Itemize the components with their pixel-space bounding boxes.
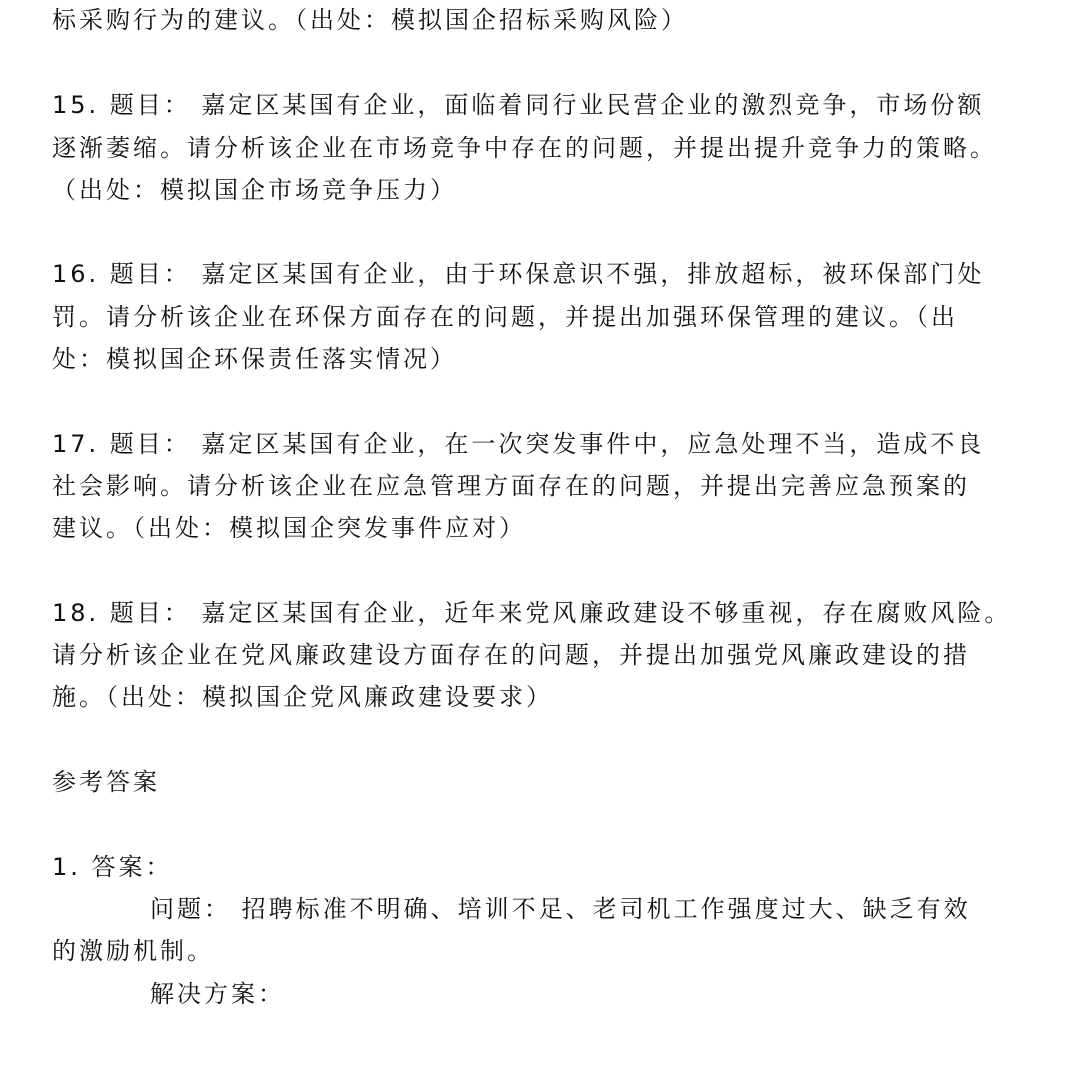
answer-1-heading: 1. 答案： [52, 853, 173, 881]
text-line-q15-2: 逐渐萎缩。请分析该企业在市场竞争中存在的问题，并提出提升竞争力的策略。 [52, 134, 997, 162]
text-line-q16-2: 罚。请分析该企业在环保方面存在的问题，并提出加强环保管理的建议。（出 [52, 303, 958, 331]
text-line-q16-3: 处：模拟国企环保责任落实情况） [52, 345, 457, 373]
answer-1-problem: 问题： 招聘标准不明确、培训不足、老司机工作强度过大、缺乏有效 [150, 895, 971, 923]
text-line-q18-3: 施。（出处：模拟国企党风廉政建设要求） [52, 683, 553, 711]
text-line-q17-1: 17. 题目： 嘉定区某国有企业，在一次突发事件中，应急处理不当，造成不良 [52, 430, 985, 458]
answer-1-solution-label: 解决方案： [150, 980, 285, 1008]
text-line-q18-1: 18. 题目： 嘉定区某国有企业，近年来党风廉政建设不够重视，存在腐败风险。 [52, 599, 1012, 627]
text-line-q16-1: 16. 题目： 嘉定区某国有企业，由于环保意识不强，排放超标，被环保部门处 [52, 260, 985, 288]
answer-1-problem-cont: 的激励机制。 [52, 937, 214, 965]
text-line-q14-end: 标采购行为的建议。（出处：模拟国企招标采购风险） [52, 6, 688, 34]
text-line-q17-3: 建议。（出处：模拟国企突发事件应对） [52, 514, 526, 542]
section-heading-answers: 参考答案 [52, 768, 160, 796]
text-line-q15-3: （出处：模拟国企市场竞争压力） [52, 176, 457, 204]
text-line-q18-2: 请分析该企业在党风廉政建设方面存在的问题，并提出加强党风廉政建设的措 [52, 641, 970, 669]
text-line-q17-2: 社会影响。请分析该企业在应急管理方面存在的问题，并提出完善应急预案的 [52, 472, 970, 500]
text-line-q15-1: 15. 题目： 嘉定区某国有企业，面临着同行业民营企业的激烈竞争，市场份额 [52, 91, 985, 119]
